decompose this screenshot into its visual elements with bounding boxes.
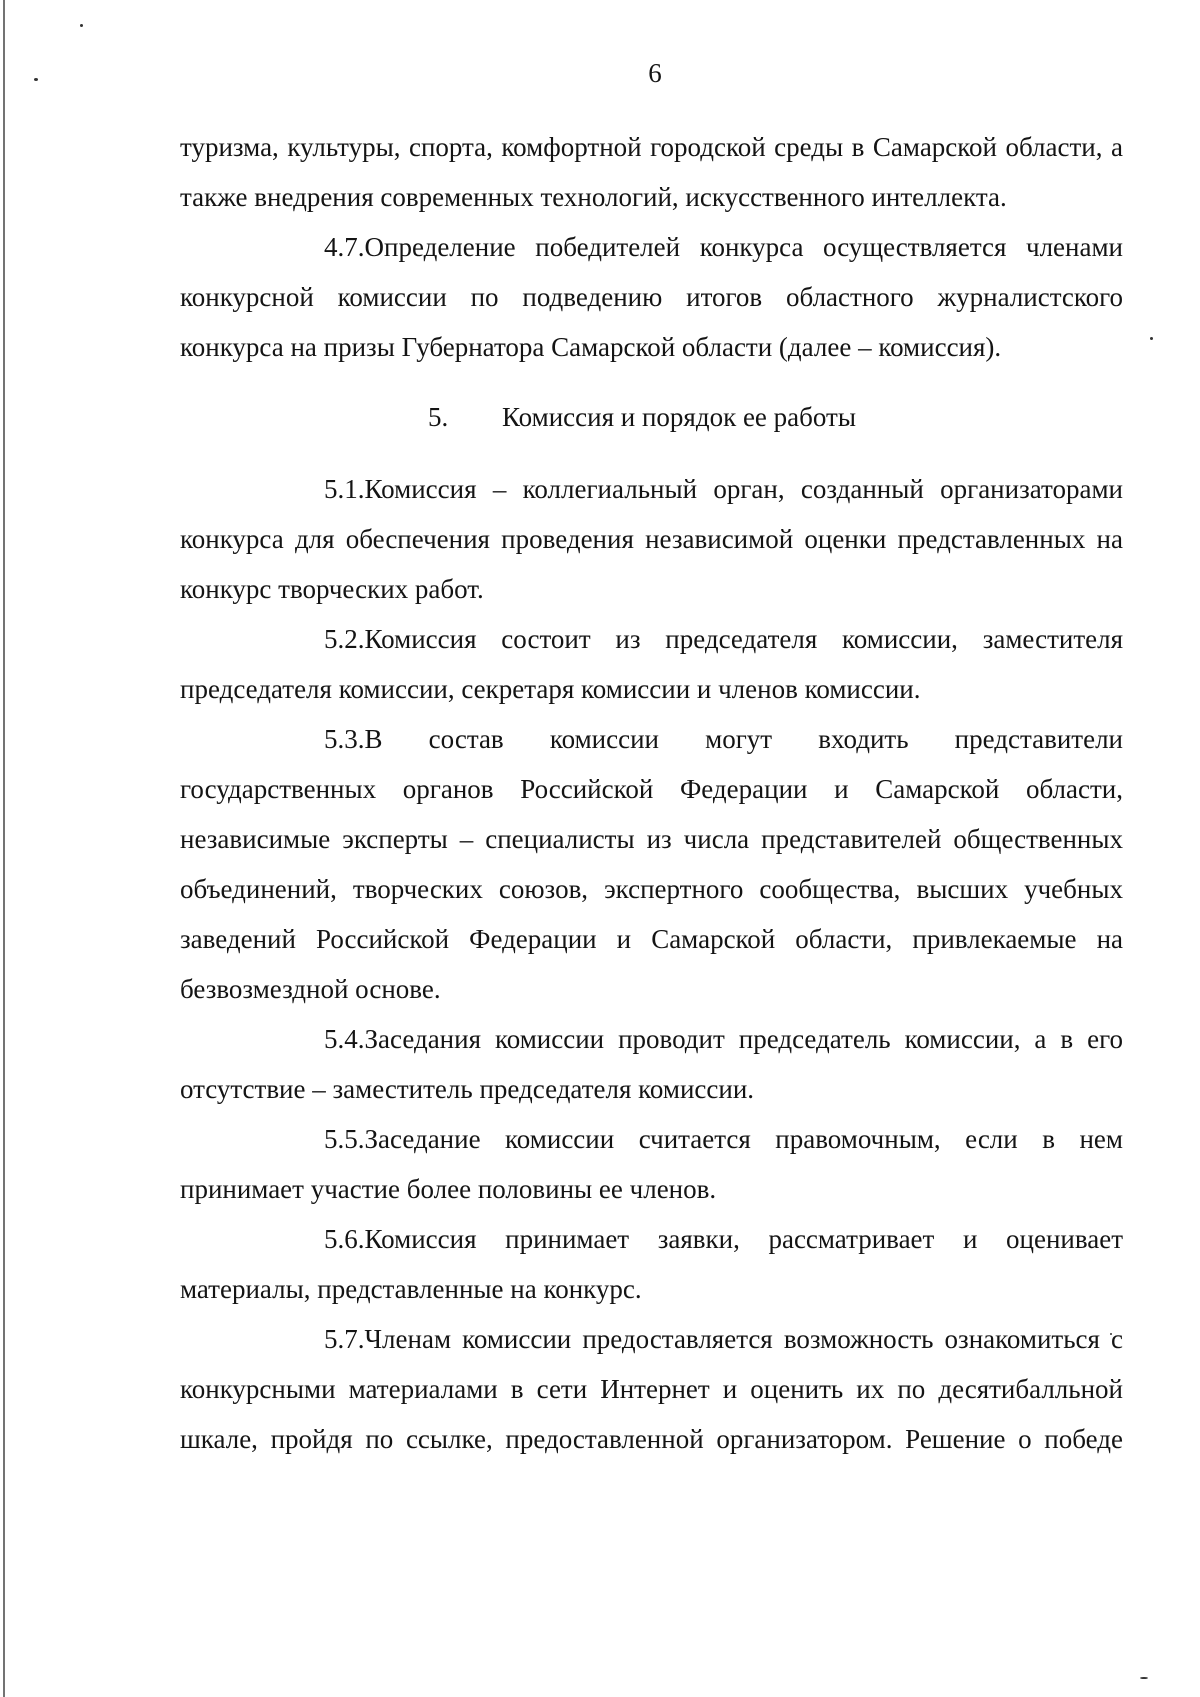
paragraph-text: Заседание комиссии считается правомочным, если в нем принимает участие более половины ее членов. (180, 1124, 1123, 1204)
paragraph-number: 4.7. (324, 232, 365, 262)
paragraph-number: 5.2. (324, 624, 365, 654)
scan-speck (80, 24, 83, 27)
paragraph-number: 5.1. (324, 474, 365, 504)
scan-speck (1140, 1677, 1148, 1679)
paragraph-text: Комиссия принимает заявки, рассматривает и оценивает материалы, представленные на конкурс. (180, 1224, 1123, 1304)
scan-left-edge (3, 0, 5, 1697)
paragraph-text: Комиссия – коллегиальный орган, созданный организаторами конкурса для обеспечения проведения независимой оценки представленных на конкурс творческих работ. (180, 474, 1123, 604)
paragraph-text: Комиссия состоит из председателя комиссии, заместителя председателя комиссии, секретаря комиссии и членов комиссии. (180, 624, 1123, 704)
section-number: 5. (428, 402, 449, 432)
paragraph-text: туризма, культуры, спорта, комфортной городской среды в Самарской области, а также внедрения современных технологий, искусственного интеллекта. (180, 132, 1123, 212)
paragraph-5-4 (180, 1014, 1123, 1114)
paragraph-5-5 (180, 1114, 1123, 1214)
section-title: Комиссия и порядок ее работы (502, 402, 856, 432)
paragraph-number: 5.7. (324, 1324, 365, 1354)
paragraph-5-3 (180, 714, 1123, 1014)
paragraph-number: 5.5. (324, 1124, 365, 1154)
paragraph-number: 5.4. (324, 1024, 365, 1054)
document-body (180, 122, 1123, 1464)
paragraph-number: 5.3. (324, 724, 365, 754)
scan-speck (1150, 337, 1153, 340)
paragraph-5-7 (180, 1314, 1123, 1464)
paragraph-5-1 (180, 464, 1123, 614)
paragraph-text: Членам комиссии предоставляется возможность ознакомиться с конкурсными материалами в сети Интернет и оценить их по десятибалльной шкале, пройдя по ссылке, предоставленной организатором. Решение о победе (180, 1324, 1123, 1454)
paragraph-text: Определение победителей конкурса осуществляется членами конкурсной комиссии по подведению итогов областного журналистского конкурса на призы Губернатора Самарской области (далее – комиссия). (180, 232, 1123, 362)
paragraph-number: 5.6. (324, 1224, 365, 1254)
paragraph-text: Заседания комиссии проводит председатель комиссии, а в его отсутствие – заместитель председателя комиссии. (180, 1024, 1123, 1104)
section-heading (180, 392, 1123, 442)
paragraph-5-6 (180, 1214, 1123, 1314)
paragraph-5-2 (180, 614, 1123, 714)
page-number: 6 (648, 58, 662, 88)
paragraph-text: В состав комиссии могут входить представители государственных органов Российской Федерации и Самарской области, независимые эксперты – специалисты из числа представителей общественных объединений, творческих союзов, экспертного сообщества, высших учебных заведений Российской Федерации и Самарской области, привлекаемые на безвозмездной основе. (180, 724, 1123, 1004)
paragraph-continuation (180, 122, 1123, 222)
paragraph-4-7 (180, 222, 1123, 372)
